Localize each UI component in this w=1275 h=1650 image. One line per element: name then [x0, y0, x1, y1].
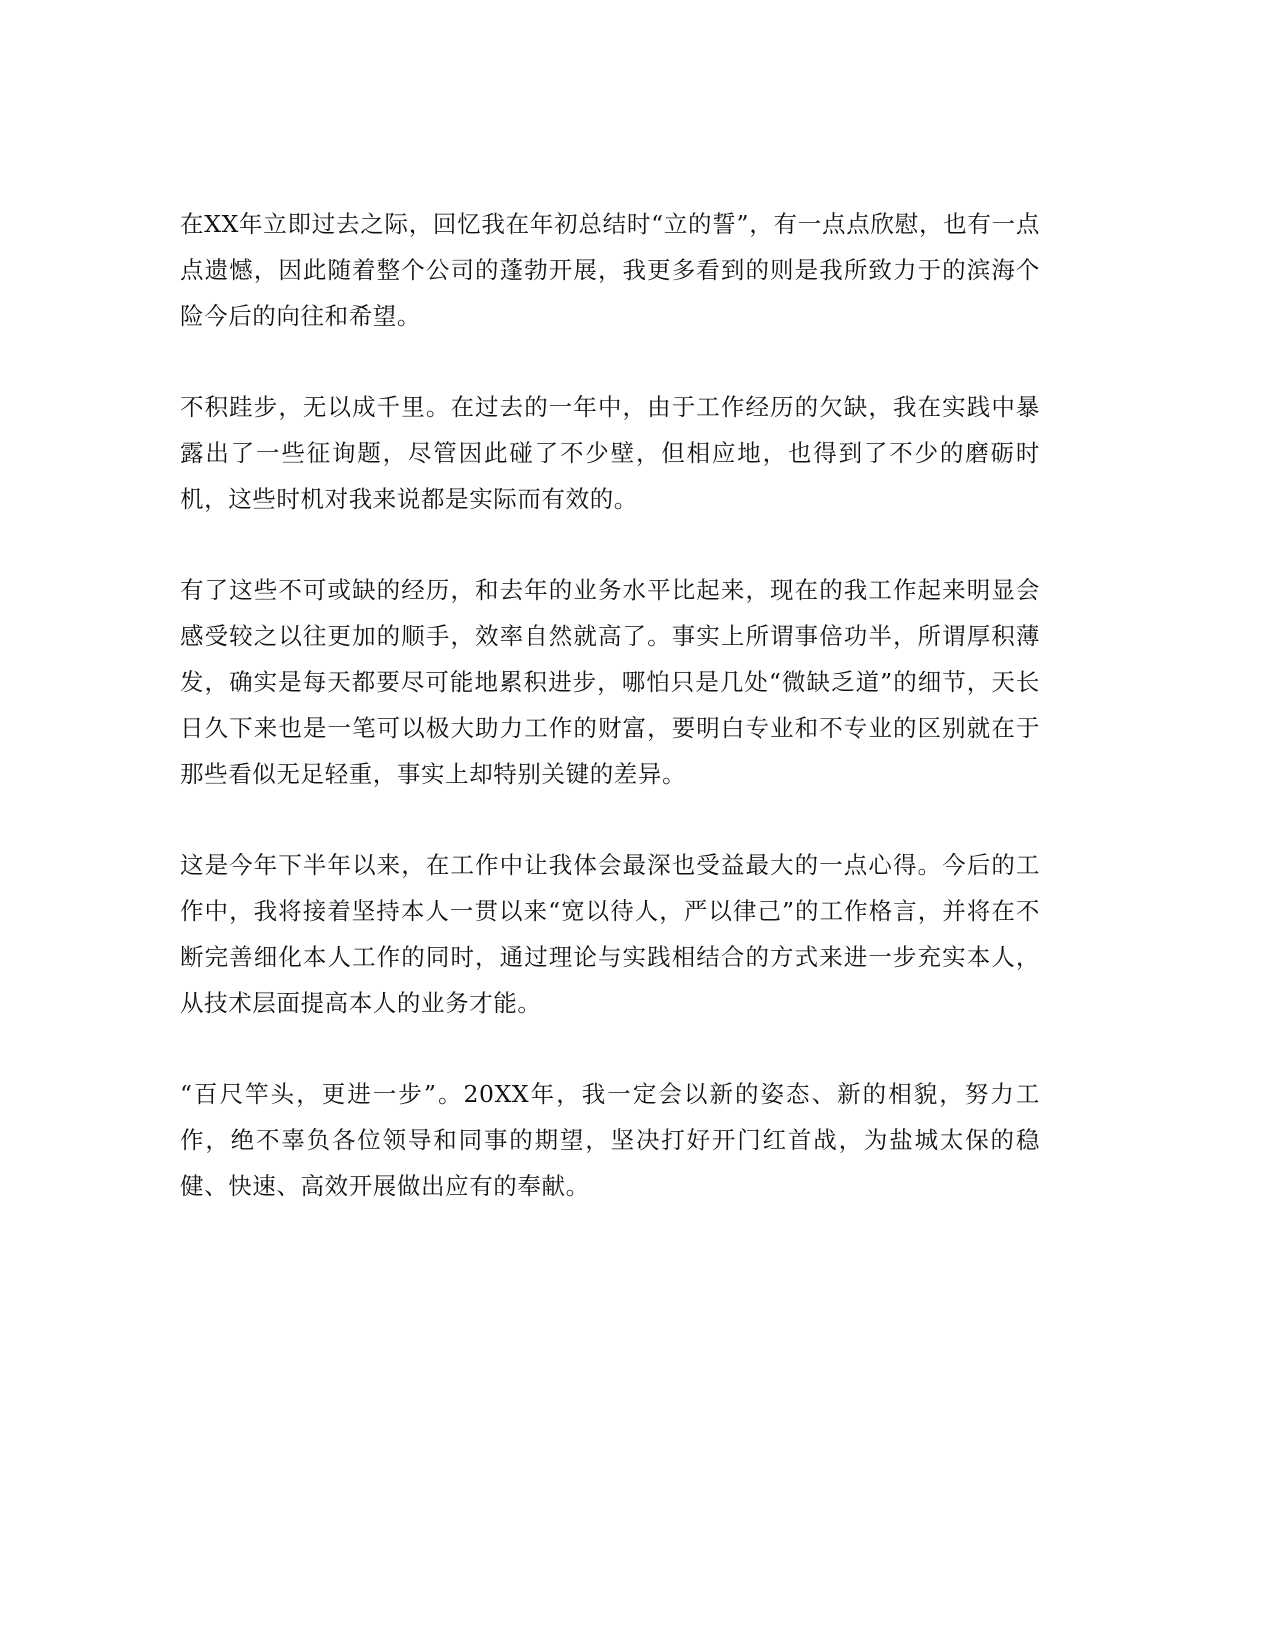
paragraph-5: “百尺竿头，更进一步”。20XX年，我一定会以新的姿态、新的相貌，努力工作，绝不辜负各位领导和同事的期望，坚决打好开门红首战，为盐城太保的稳健、快速、高效开展做出应有的奉献。	[180, 1080, 1040, 1200]
paragraph-4: 这是今年下半年以来，在工作中让我体会最深也受益最大的一点心得。今后的工作中，我将接着坚持本人一贯以来“宽以待人，严以律己”的工作格言，并将在不断完善细化本人工作的同时，通过理论与实践相结合的方式来进一步充实本人，从技术层面提高本人的业务才能。	[180, 851, 1040, 1017]
paragraph-3: 有了这些不可或缺的经历，和去年的业务水平比起来，现在的我工作起来明显会感受较之以往更加的顺手，效率自然就高了。事实上所谓事倍功半，所谓厚积薄发，确实是每天都要尽可能地累积进步，哪怕只是几处“微缺乏道”的细节，天长日久下来也是一笔可以极大助力工作的财富，要明白专业和不专业的区别就在于那些看似无足轻重，事实上却特别关键的差异。	[180, 576, 1040, 788]
document-body	[180, 201, 1040, 1209]
paragraph-1: 在XX年立即过去之际，回忆我在年初总结时“立的誓”，有一点点欣慰，也有一点点遗憾，因此随着整个公司的蓬勃开展，我更多看到的则是我所致力于的滨海个险今后的向往和希望。	[180, 210, 1040, 330]
paragraph-2: 不积跬步，无以成千里。在过去的一年中，由于工作经历的欠缺，我在实践中暴露出了一些征询题，尽管因此碰了不少壁，但相应地，也得到了不少的磨砺时机，这些时机对我来说都是实际而有效的。	[180, 393, 1040, 513]
